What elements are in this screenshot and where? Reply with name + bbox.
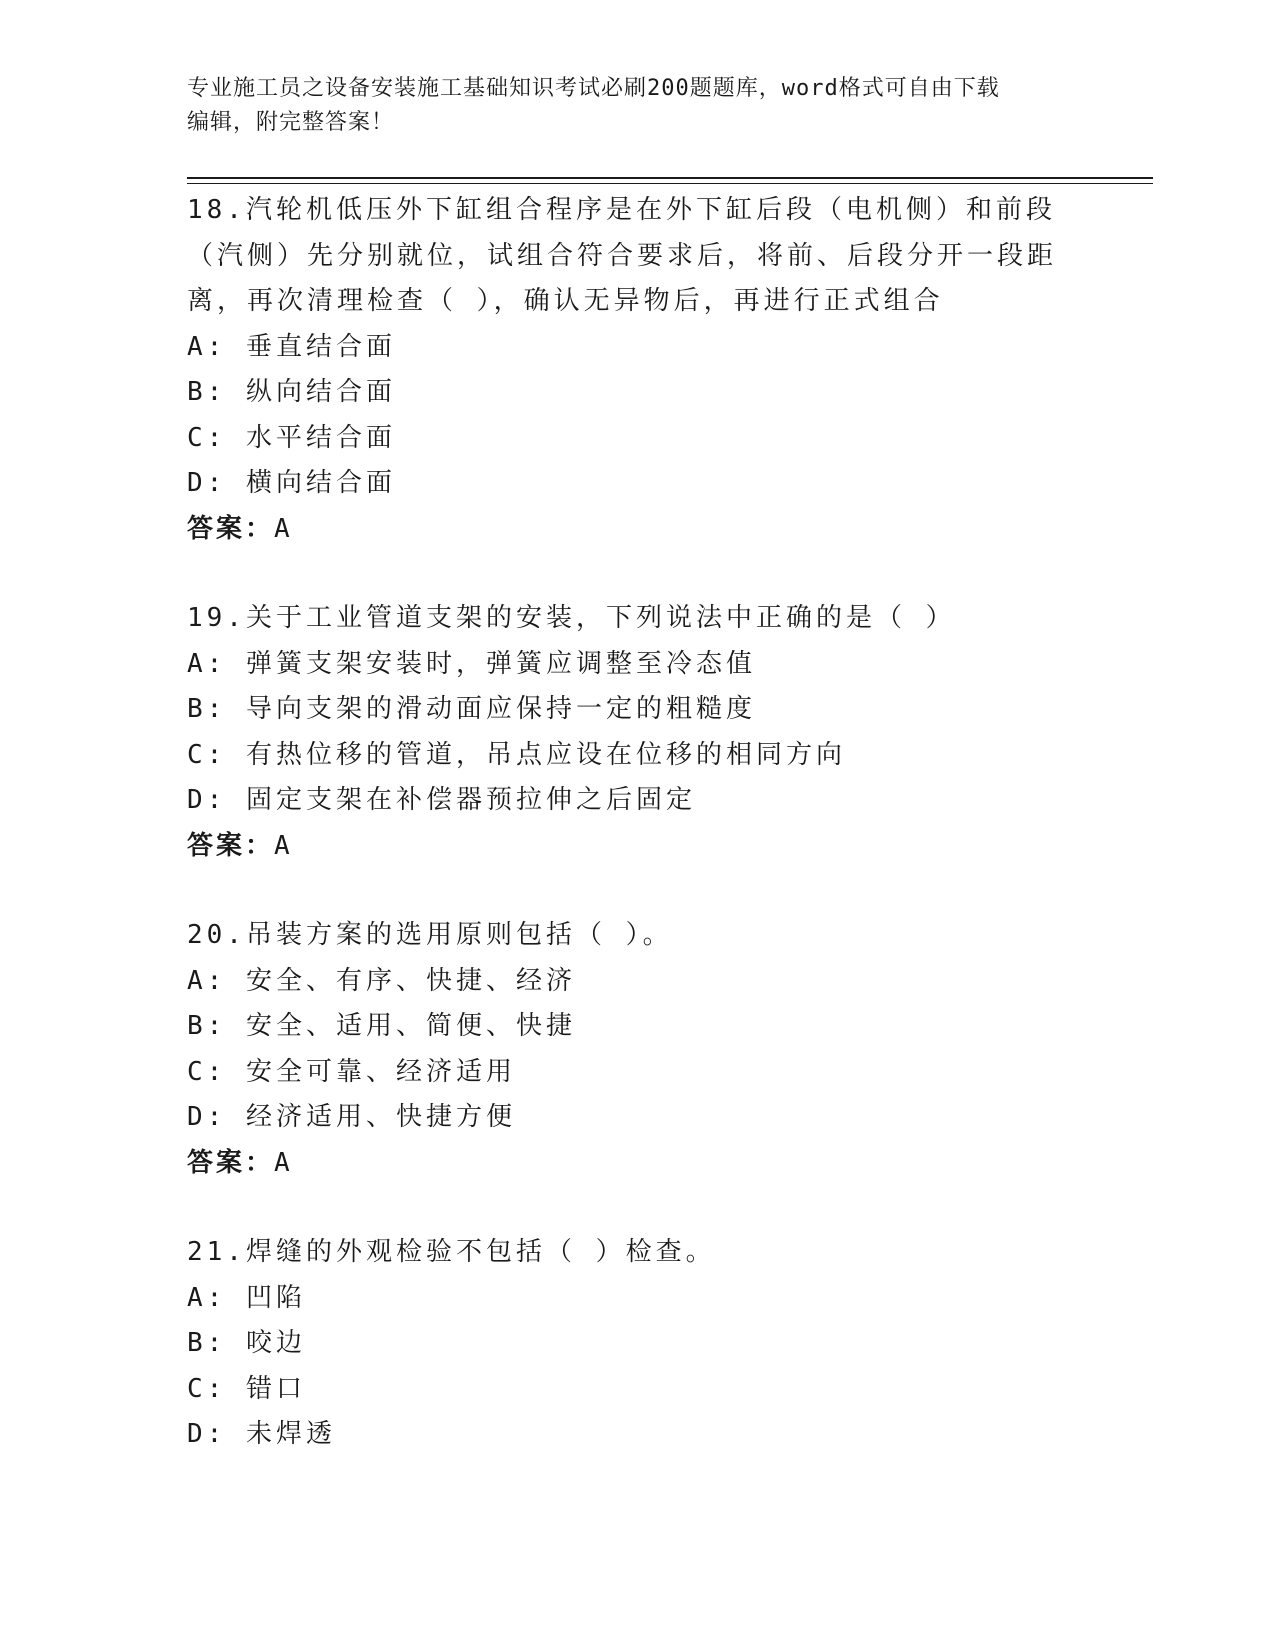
option-d: D: 固定支架在补偿器预拉伸之后固定: [187, 785, 696, 815]
option-a: A: 弹簧支架安装时，弹簧应调整至冷态值: [187, 648, 756, 679]
option-c: C: 错口: [187, 1373, 306, 1404]
question-18: [187, 188, 1087, 552]
option-b: B: 纵向结合面: [187, 377, 396, 407]
option-a: A: 凹陷: [187, 1282, 306, 1313]
answer-line: [187, 507, 1087, 553]
option-a: A: 垂直结合面: [187, 331, 396, 362]
question-20: [187, 913, 1087, 1186]
header-line-2: 编辑，附完整答案！: [187, 110, 395, 135]
question-text: 19.关于工业管道支架的安装，下列说法中正确的是（ ）: [187, 603, 956, 633]
option-c: C: 有热位移的管道，吊点应设在位移的相同方向: [187, 739, 846, 770]
document-header: [187, 72, 1087, 140]
question-text: 18.汽轮机低压外下缸组合程序是在外下缸后段（电机侧）和前段（汽侧）先分别就位，试组合符合要求后，将前、后段分开一段距离，再次清理检查（ ），确认无异物后，再进行正式组合: [187, 195, 1058, 316]
option-d: D: 未焊透: [187, 1419, 336, 1449]
option-d: D: 经济适用、快捷方便: [187, 1102, 516, 1132]
header-line-1: 专业施工员之设备安装施工基础知识考试必刷200题题库，word格式可自由下载: [187, 76, 1000, 101]
question-19: [187, 596, 1087, 869]
answer-value: A: [274, 830, 293, 861]
answer-value: A: [274, 1147, 293, 1178]
header-divider: [187, 177, 1153, 179]
answer-label: 答案：: [187, 513, 275, 544]
option-d: D: 横向结合面: [187, 468, 396, 498]
question-text: 20.吊装方案的选用原则包括（ ）。: [187, 920, 673, 950]
option-b: B: 咬边: [187, 1328, 306, 1358]
option-b: B: 安全、适用、简便、快捷: [187, 1011, 576, 1041]
question-21: [187, 1230, 1087, 1458]
option-b: B: 导向支架的滑动面应保持一定的粗糙度: [187, 694, 756, 724]
answer-line: [187, 824, 1087, 870]
answer-line: [187, 1141, 1087, 1187]
answer-label: 答案：: [187, 830, 275, 861]
option-a: A: 安全、有序、快捷、经济: [187, 965, 576, 996]
answer-value: A: [274, 513, 293, 544]
option-c: C: 安全可靠、经济适用: [187, 1056, 516, 1087]
header-divider-thin: [187, 183, 1153, 184]
answer-label: 答案：: [187, 1147, 275, 1178]
question-text: 21.焊缝的外观检验不包括（ ）检查。: [187, 1237, 716, 1267]
option-c: C: 水平结合面: [187, 422, 396, 453]
question-list: [187, 188, 1087, 1502]
